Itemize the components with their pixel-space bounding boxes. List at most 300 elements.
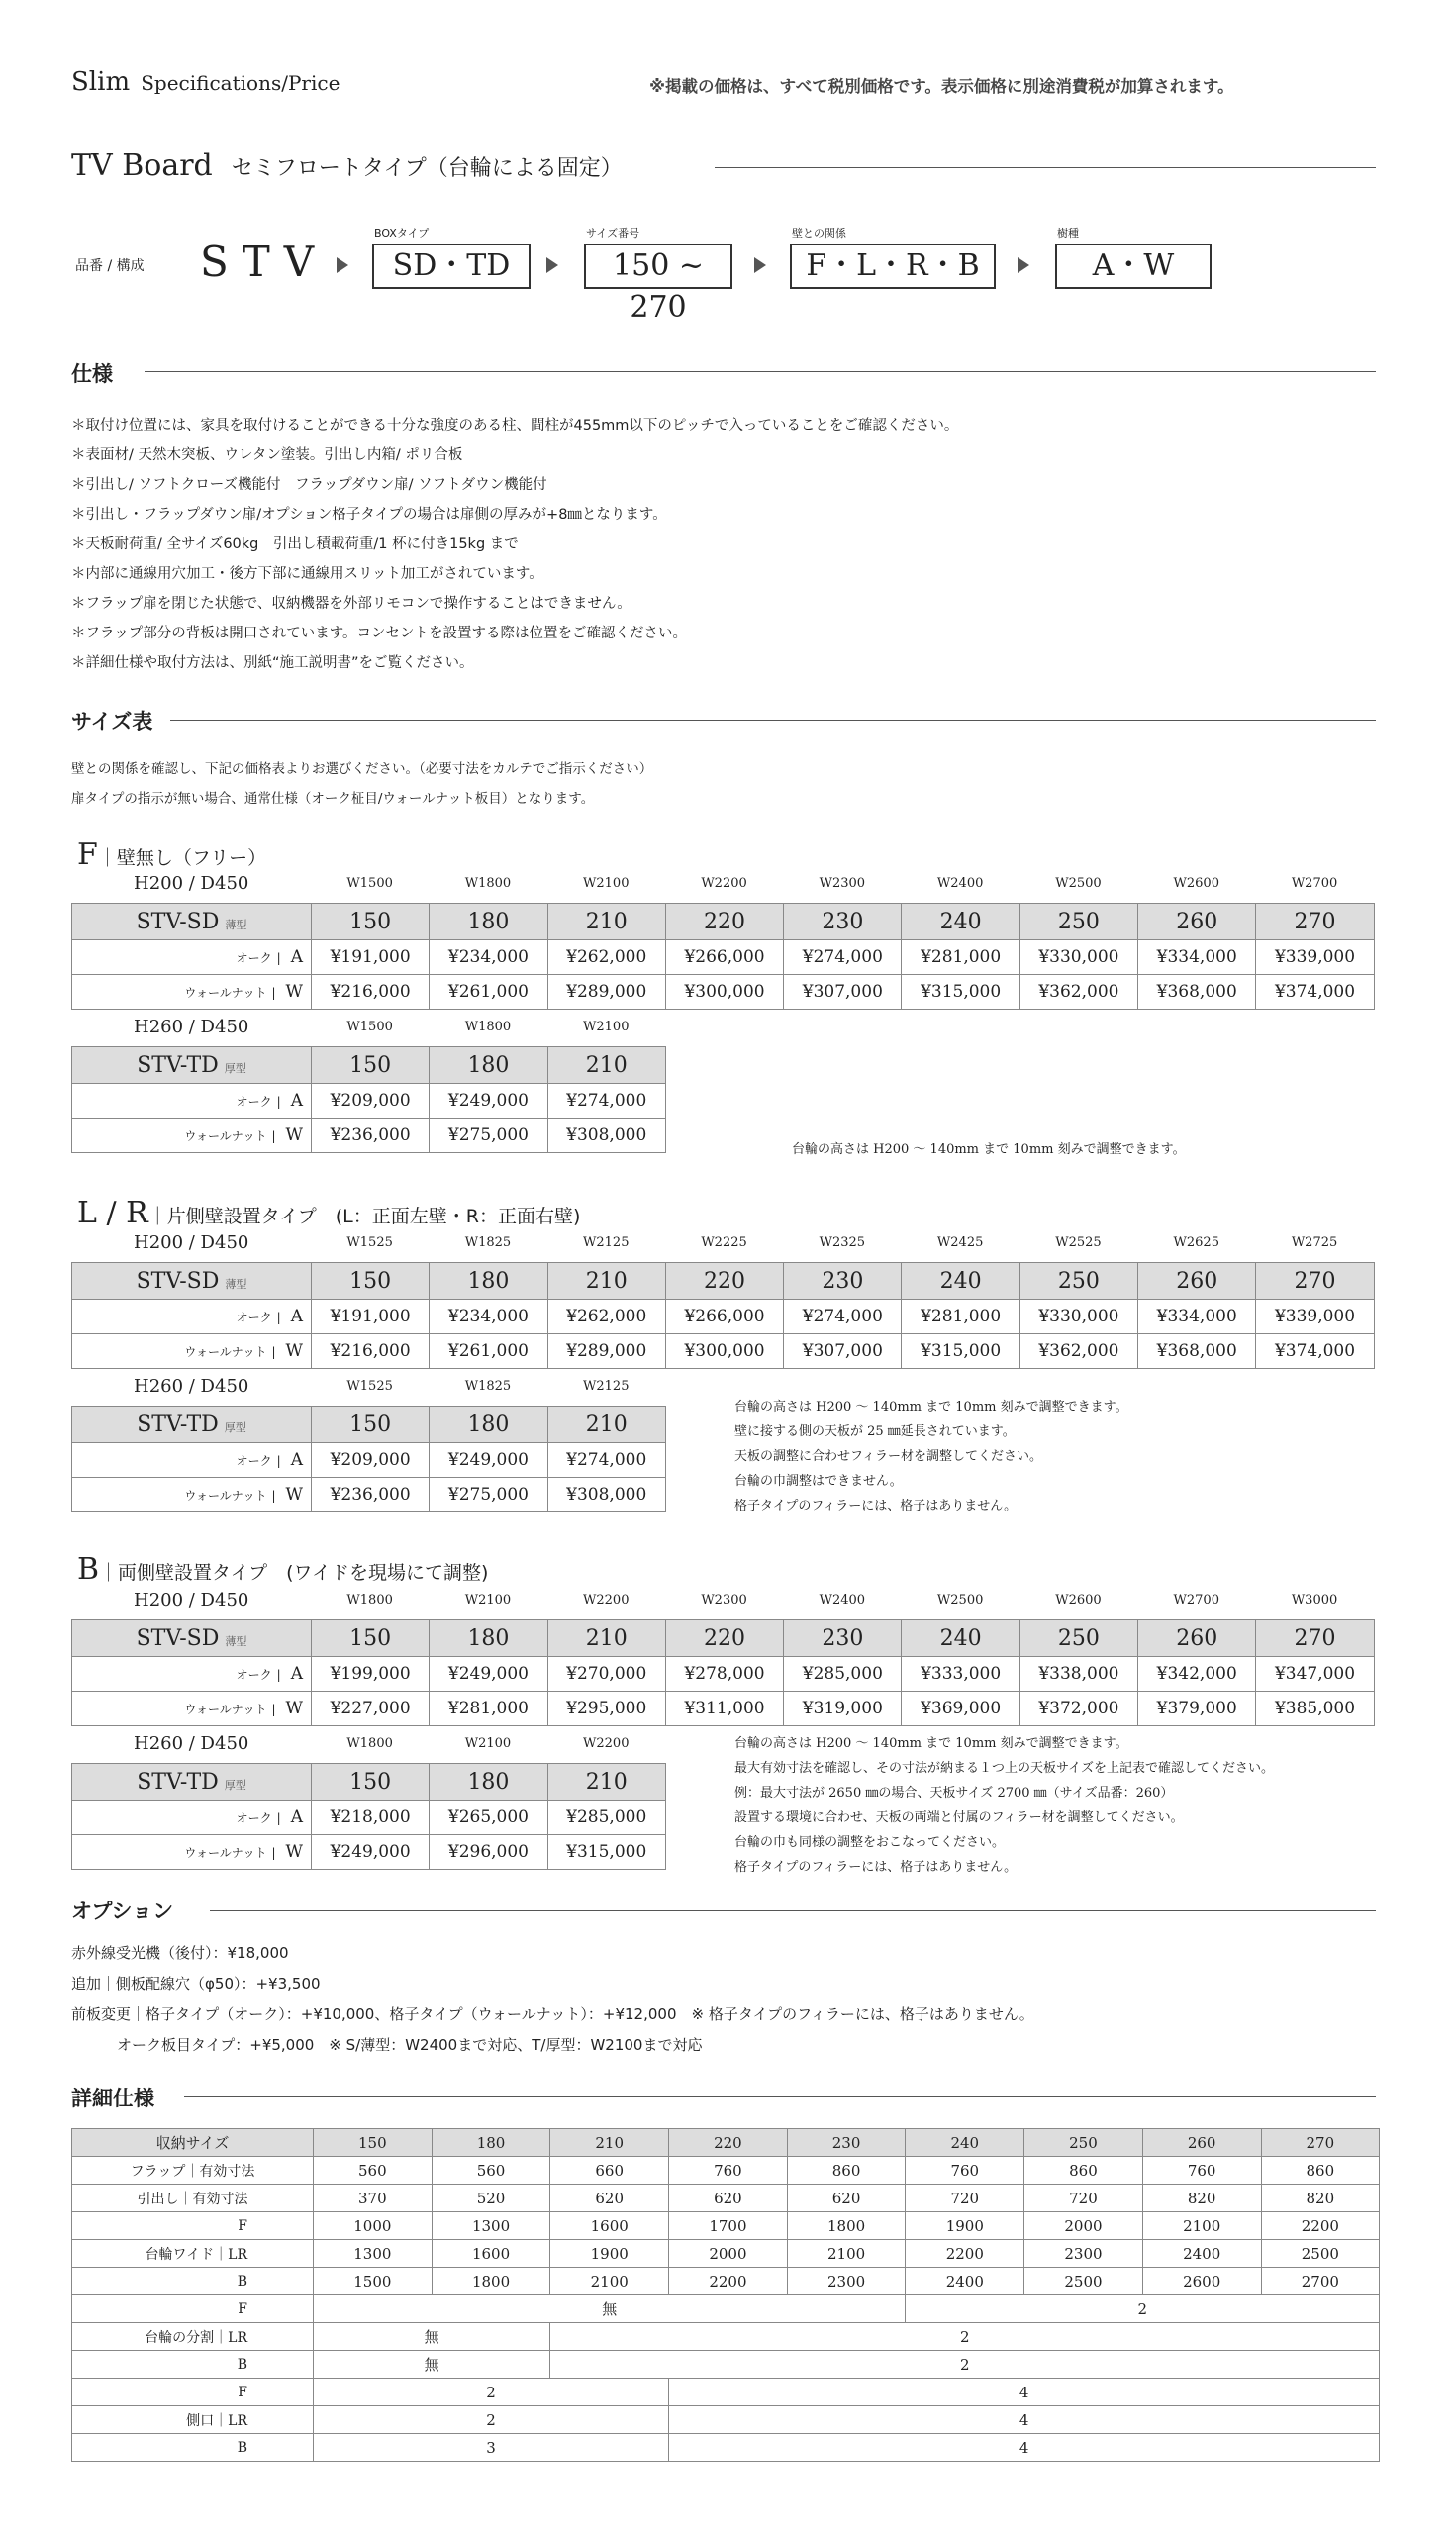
size-cell: 180 [430,1407,547,1443]
product-name: TV Board [71,148,213,183]
spec-item: ＊内部に通線用穴加工・後方下部に通線用スリット加工がされています。 [71,566,543,582]
product-type: セミフロートタイプ（台輪による固定） [231,156,623,181]
size-cell: 180 [430,1263,547,1300]
table-row [72,1119,666,1153]
wood-code: W [285,1485,303,1505]
price-cell: ¥199,000 [312,1657,430,1692]
config-model: STV [200,238,329,286]
table-row [72,975,1375,1010]
wood-name: オーク [236,1454,272,1468]
group-note: 格子タイプのフィラーには、格子はありません。 [734,1860,1018,1875]
flap-value: 560 [432,2157,550,2185]
width-label: W2200 [583,1593,630,1608]
wood-label-cell [72,1334,312,1369]
detail-row [72,2157,1380,2185]
size-header-cell: 240 [906,2129,1024,2157]
wood-code: W [285,1842,303,1862]
group-letter: B [77,1552,100,1587]
sd-price-table [71,903,1375,1010]
width-label: W2100 [583,1020,630,1034]
wood-name: ウォールナット [184,986,267,1000]
group-desc: ｜片側壁設置タイプ (L：正面左壁・R：正面右壁) [147,1206,581,1227]
spec-item: ＊取付け位置には、家具を取付けることができる十分な強度のある柱、間柱が455mm以下のピッチで入っていることをご確認ください。 [71,418,959,434]
group-heading [77,1552,488,1587]
spec-title: 仕様 [71,362,113,386]
price-cell: ¥265,000 [430,1801,547,1835]
size-cell: 240 [902,904,1019,940]
detail-row [72,2351,1380,2379]
base-width-value: 2500 [1261,2240,1380,2268]
detail-row [72,2379,1380,2406]
wood-code: A [290,947,303,967]
detail-table [71,2128,1380,2462]
split-value: 2 [550,2351,1380,2379]
separator: | [276,1811,281,1825]
table-row [72,1801,666,1835]
width-label: W2225 [701,1235,747,1250]
width-label: W1825 [464,1235,512,1250]
price-cell: ¥216,000 [312,975,430,1010]
price-cell: ¥311,000 [665,1692,783,1726]
base-width-value: 2000 [1024,2212,1143,2240]
option-front-panel: 前板変更｜格子タイプ（オーク）：+¥10,000、格子タイプ（ウォールナット）：+¥12,000 ※ 格子タイプのフィラーには、格子はありません。 [71,2005,1034,2023]
price-cell: ¥334,000 [1138,1300,1256,1334]
table-row [72,1443,666,1478]
model-cell [72,1407,312,1443]
table-row [72,1300,1375,1334]
base-width-value: 2200 [669,2268,788,2295]
price-cell: ¥249,000 [312,1835,430,1870]
side-value: 2 [314,2406,669,2434]
price-cell: ¥339,000 [1256,940,1374,975]
base-width-value: 1600 [432,2240,550,2268]
wood-code: A [290,1450,303,1470]
price-cell: ¥368,000 [1138,975,1256,1010]
size-cell: 150 [312,1407,430,1443]
width-label: W2100 [464,1593,512,1608]
size-cell: 150 [312,1263,430,1300]
wood-name: オーク [236,1311,272,1324]
price-cell: ¥281,000 [430,1692,547,1726]
price-cell: ¥308,000 [547,1119,665,1153]
detail-title: 詳細仕様 [71,2087,154,2110]
size-cell: 220 [665,1263,783,1300]
separator: | [276,1454,281,1468]
wood-name: オーク [236,1095,272,1109]
arrow-icon [546,257,558,273]
table-row [72,1835,666,1870]
wood-code: W [285,1341,303,1361]
detail-row [72,2268,1380,2295]
size-cell: 150 [312,904,430,940]
width-label: W3000 [1291,1593,1338,1608]
wood-label-cell [72,1443,312,1478]
base-width-value: 2200 [1261,2212,1380,2240]
width-label: W1525 [346,1379,393,1394]
flap-value: 760 [906,2157,1024,2185]
model-type: 薄型 [225,1277,247,1291]
wood-code: W [285,982,303,1002]
width-label: W2300 [819,876,866,891]
side-value: 4 [669,2434,1380,2462]
price-cell: ¥261,000 [430,975,547,1010]
table-header-row [72,1620,1375,1657]
flap-value: 860 [1261,2157,1380,2185]
detail-row [72,2129,1380,2157]
drawer-value: 820 [1261,2185,1380,2212]
price-cell: ¥307,000 [784,1334,902,1369]
price-cell: ¥234,000 [430,940,547,975]
price-cell: ¥236,000 [312,1478,430,1512]
separator: | [271,1129,276,1143]
price-cell: ¥266,000 [665,1300,783,1334]
price-cell: ¥369,000 [902,1692,1019,1726]
table-header-row [72,1764,666,1801]
wood-code: W [285,1699,303,1718]
spec-item: ＊引出し/ ソフトクローズ機能付 フラップダウン扉/ ソフトダウン機能付 [71,477,547,493]
detail-key: B [237,2439,247,2456]
table-row [72,1692,1375,1726]
flap-label: フラップ｜有効寸法 [72,2157,314,2185]
wood-name: ウォールナット [184,1129,267,1143]
price-cell: ¥289,000 [547,975,665,1010]
group-heading [77,837,266,872]
model-name: STV-TD [137,1052,219,1078]
split-value: 2 [550,2323,1380,2351]
base-width-value: 1800 [787,2212,906,2240]
group-heading [77,1196,580,1230]
table-header-row [72,904,1375,940]
spec-item: ＊引出し・フラップダウン扉/オプション格子タイプの場合は扉側の厚みが+8㎜となります。 [71,507,667,523]
group-note: 格子タイプのフィラーには、格子はありません。 [734,1499,1018,1513]
price-cell: ¥191,000 [312,940,430,975]
detail-row [72,2185,1380,2212]
size-cell: 210 [547,1263,665,1300]
detail-row [72,2406,1380,2434]
price-cell: ¥262,000 [547,940,665,975]
base-width-value: 2100 [787,2240,906,2268]
width-label: W2125 [583,1379,630,1394]
price-cell: ¥249,000 [430,1657,547,1692]
size-cell: 180 [430,1620,547,1657]
spec-item: ＊詳細仕様や取付方法は、別紙“施工説明書”をご覧ください。 [71,655,474,671]
size-header-cell: 210 [550,2129,669,2157]
price-cell: ¥236,000 [312,1119,430,1153]
detail-row [72,2323,1380,2351]
base-width-value: 1900 [906,2212,1024,2240]
width-label: W1800 [464,1020,512,1034]
size-cell: 230 [784,904,902,940]
table-row [72,1478,666,1512]
separator: | [276,1095,281,1109]
price-cell: ¥209,000 [312,1084,430,1119]
price-cell: ¥315,000 [547,1835,665,1870]
size-number-box: 150 ~ 270 [584,244,732,289]
split-value: 無 [314,2323,550,2351]
size-cell: 150 [312,1620,430,1657]
size-intro-1: 壁との関係を確認し、下記の価格表よりお選びください。（必要寸法をカルテでご指示ください） [71,761,653,777]
size-rule [170,720,1376,721]
arrow-icon [754,257,766,273]
width-label: W2600 [1173,876,1219,891]
size-cell: 240 [902,1263,1019,1300]
size-cell: 150 [312,1047,430,1084]
model-type: 厚型 [224,1778,246,1792]
price-cell: ¥270,000 [547,1657,665,1692]
split-value: 2 [906,2295,1380,2323]
width-label: W2625 [1173,1235,1219,1250]
wood-label-cell [72,940,312,975]
detail-row [72,2295,1380,2323]
price-cell: ¥333,000 [902,1657,1019,1692]
width-label: W2100 [583,876,630,891]
size-cell: 260 [1138,904,1256,940]
detail-row [72,2434,1380,2462]
width-label: W2525 [1055,1235,1102,1250]
brand-subtitle: Specifications/Price [141,71,340,95]
size-cell: 180 [430,904,547,940]
drawer-label: 引出し｜有効寸法 [72,2185,314,2212]
model-cell [72,904,312,940]
size-header-cell: 220 [669,2129,788,2157]
arrow-icon [1018,257,1029,273]
drawer-value: 620 [787,2185,906,2212]
width-label: W2100 [464,1736,512,1751]
wood-code: A [290,1807,303,1827]
wood-name: ウォールナット [184,1489,267,1503]
price-cell: ¥334,000 [1138,940,1256,975]
spec-item: ＊フラップ扉を閉じた状態で、収納機器を外部リモコンで操作することはできません。 [71,596,631,612]
detail-row-label [72,2406,314,2434]
wood-type-label: 樹種 [1057,227,1079,240]
spec-item: ＊フラップ部分の背板は開口されています。コンセントを設置する際は位置をご確認ください。 [71,626,688,641]
width-label: W2125 [583,1235,630,1250]
option-cable-hole: 追加｜側板配線穴（φ50）：+¥3,500 [71,1975,321,1993]
box-type-label: BOXタイプ [374,227,430,240]
table-row [72,1084,666,1119]
model-type: 厚型 [224,1061,246,1075]
price-cell: ¥307,000 [784,975,902,1010]
price-cell: ¥315,000 [902,1334,1019,1369]
base-width-value: 2700 [1261,2268,1380,2295]
size-cell: 230 [784,1263,902,1300]
group-note: 設置する環境に合わせ、天板の両端と付属のフィラー材を調整してください。 [734,1810,1184,1825]
base-width-value: 1600 [550,2212,669,2240]
separator: | [271,1703,276,1716]
separator: | [271,1846,276,1860]
price-cell: ¥296,000 [430,1835,547,1870]
side-value: 4 [669,2406,1380,2434]
width-label: W1800 [346,1736,393,1751]
width-label: W1500 [346,876,393,891]
separator: | [276,1668,281,1682]
flap-value: 760 [669,2157,788,2185]
options-title: オプション [71,1900,174,1923]
size-cell: 220 [665,1620,783,1657]
price-cell: ¥191,000 [312,1300,430,1334]
wood-name: ウォールナット [184,1703,267,1716]
group-note: 台輪の高さは H200 ～ 140mm まで 10mm 刻みで調整できます。 [734,1400,1128,1414]
model-type: 薄型 [225,918,247,931]
size-cell: 220 [665,904,783,940]
model-cell [72,1620,312,1657]
detail-rule [184,2096,1376,2097]
detail-group-label: 側口｜ [186,2412,229,2429]
detail-key: B [237,2273,247,2290]
group-note: 台輪の高さは H200 ～ 140mm まで 10mm 刻みで調整できます。 [734,1736,1128,1751]
side-value: 2 [314,2379,669,2406]
flap-value: 560 [314,2157,433,2185]
size-cell: 210 [547,1407,665,1443]
base-width-value: 2600 [1142,2268,1261,2295]
wood-label-cell [72,1478,312,1512]
price-cell: ¥209,000 [312,1443,430,1478]
wall-relation-label: 壁との関係 [792,227,846,240]
size-cell: 250 [1019,904,1137,940]
size-cell: 210 [547,904,665,940]
detail-header-label: 収納サイズ [72,2129,314,2157]
size-title: サイズ表 [71,710,153,733]
drawer-value: 820 [1142,2185,1261,2212]
td-dims-label: H260 / D450 [134,1733,249,1754]
detail-row-label [72,2379,314,2406]
wood-code: W [285,1125,303,1145]
width-label: W1825 [464,1379,512,1394]
group-letter: F [77,837,98,872]
price-cell: ¥339,000 [1256,1300,1374,1334]
base-width-value: 1800 [432,2268,550,2295]
wood-label-cell [72,1119,312,1153]
box-type-box: SD・TD [372,244,531,289]
size-header-cell: 250 [1024,2129,1143,2157]
options-rule [210,1910,1376,1911]
width-label: W1800 [464,876,512,891]
width-label: W2600 [1055,1593,1102,1608]
price-cell: ¥274,000 [784,940,902,975]
wood-code: A [290,1091,303,1111]
price-cell: ¥274,000 [547,1084,665,1119]
sd-dims-label: H200 / D450 [134,1232,249,1253]
width-label: W2200 [583,1736,630,1751]
width-label: W2300 [701,1593,747,1608]
base-width-value: 1300 [432,2212,550,2240]
size-intro-2: 扉タイプの指示が無い場合、通常仕様（オーク柾目/ウォールナット板目）となります。 [71,791,595,807]
model-cell [72,1047,312,1084]
price-cell: ¥249,000 [430,1084,547,1119]
sd-price-table [71,1262,1375,1369]
wood-type-box: A・W [1055,244,1212,289]
width-label: W1800 [346,1593,393,1608]
base-width-value: 2400 [906,2268,1024,2295]
price-cell: ¥274,000 [547,1443,665,1478]
model-name: STV-SD [136,1268,220,1294]
split-value: 無 [314,2295,906,2323]
size-cell: 250 [1019,1263,1137,1300]
size-cell: 240 [902,1620,1019,1657]
wood-label-cell [72,1801,312,1835]
price-cell: ¥300,000 [665,1334,783,1369]
price-cell: ¥275,000 [430,1119,547,1153]
width-label: W2425 [936,1235,984,1250]
price-cell: ¥347,000 [1256,1657,1374,1692]
size-cell: 210 [547,1047,665,1084]
table-row [72,1657,1375,1692]
price-cell: ¥285,000 [784,1657,902,1692]
sd-price-table [71,1619,1375,1726]
detail-key: LR [228,2246,247,2263]
model-type: 厚型 [224,1420,246,1434]
table-header-row [72,1407,666,1443]
separator: | [271,1489,276,1503]
width-label: W2500 [1055,876,1102,891]
size-cell: 260 [1138,1263,1256,1300]
width-label: W2400 [936,876,984,891]
price-cell: ¥374,000 [1256,975,1374,1010]
price-cell: ¥266,000 [665,940,783,975]
wood-name: ウォールナット [184,1846,267,1860]
detail-row [72,2212,1380,2240]
price-cell: ¥308,000 [547,1478,665,1512]
base-width-value: 2400 [1142,2240,1261,2268]
price-cell: ¥218,000 [312,1801,430,1835]
price-cell: ¥281,000 [902,1300,1019,1334]
sd-dims-label: H200 / D450 [134,1590,249,1610]
wood-name: オーク [236,951,272,965]
price-cell: ¥249,000 [430,1443,547,1478]
width-label: W2325 [819,1235,866,1250]
price-cell: ¥315,000 [902,975,1019,1010]
side-value: 4 [669,2379,1380,2406]
td-dims-label: H260 / D450 [134,1376,249,1397]
tax-note: ※掲載の価格は、すべて税別価格です。表示価格に別途消費税が加算されます。 [649,77,1234,96]
detail-row-label [72,2240,314,2268]
table-header-row [72,1263,1375,1300]
wood-label-cell [72,1835,312,1870]
separator: | [276,1311,281,1324]
size-cell: 150 [312,1764,430,1801]
base-width-value: 2000 [669,2240,788,2268]
wood-label-cell [72,1692,312,1726]
detail-row-label [72,2212,314,2240]
drawer-value: 370 [314,2185,433,2212]
wood-label-cell [72,1657,312,1692]
size-header-cell: 230 [787,2129,906,2157]
wall-relation-box: F・L・R・B [790,244,996,289]
price-cell: ¥319,000 [784,1692,902,1726]
flap-value: 860 [787,2157,906,2185]
width-label: W2500 [936,1593,984,1608]
detail-key: F [238,2300,247,2317]
size-number-label: サイズ番号 [586,227,640,240]
price-cell: ¥362,000 [1019,1334,1137,1369]
size-cell: 210 [547,1764,665,1801]
size-cell: 180 [430,1047,547,1084]
price-cell: ¥368,000 [1138,1334,1256,1369]
width-label: W2725 [1291,1235,1338,1250]
size-header-cell: 150 [314,2129,433,2157]
product-title [71,148,623,183]
price-cell: ¥285,000 [547,1801,665,1835]
price-cell: ¥289,000 [547,1334,665,1369]
group-note: 例：最大寸法が 2650 ㎜の場合、天板サイズ 2700 ㎜（サイズ品番：260） [734,1786,1174,1801]
model-name: STV-SD [136,909,220,934]
flap-value: 860 [1024,2157,1143,2185]
detail-row-label [72,2295,314,2323]
wood-label-cell [72,1300,312,1334]
price-cell: ¥275,000 [430,1478,547,1512]
price-cell: ¥330,000 [1019,940,1137,975]
group-note: 台輪の巾も同様の調整をおこなってください。 [734,1835,1006,1850]
